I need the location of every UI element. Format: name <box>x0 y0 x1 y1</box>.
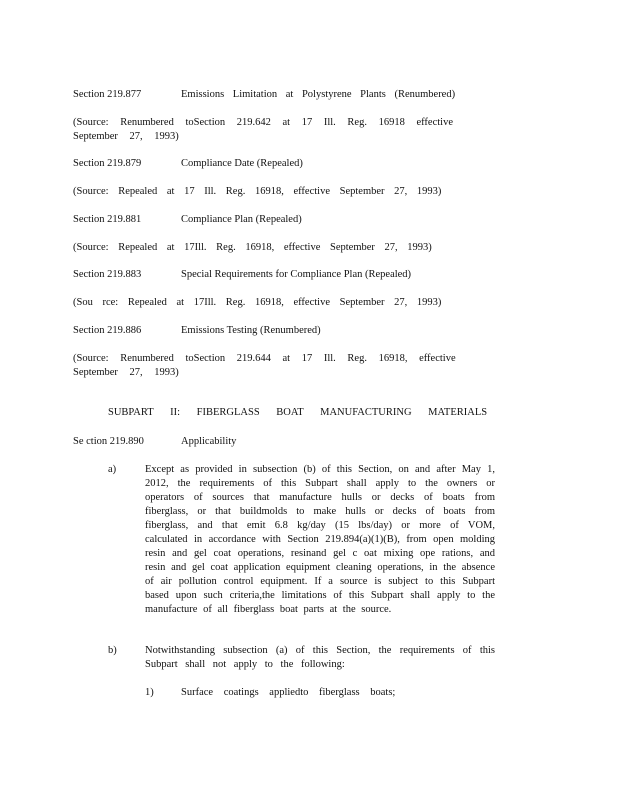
section-title: Applicability <box>181 436 237 447</box>
subparagraph-1: Surface coatings appliedto fiberglass boats; <box>181 687 396 698</box>
source-note: (Source: Renumbered toSection 219.642 at 17 Ill. Reg. 16918 effective September 27, 1993) <box>73 117 453 142</box>
source-note: (Source: Renumbered toSection 219.644 at 17 Ill. Reg. 16918, effective September 27, 1993) <box>73 353 456 378</box>
subparagraph-label-1: 1) <box>145 687 154 698</box>
section-title: Emissions Limitation at Polystyrene Plants (Renumbered) <box>181 89 456 100</box>
paragraph-label-b: b) <box>108 645 117 656</box>
source-note: (Source: Repealed at 17 Ill. Reg. 16918, effective September 27, 1993) <box>73 186 442 197</box>
section-number: Section 219.881 <box>73 214 142 225</box>
section-title: Compliance Date (Repealed) <box>181 158 303 169</box>
section-title: Special Requirements for Compliance Plan (Repealed) <box>181 269 412 280</box>
paragraph-label-a: a) <box>108 464 117 475</box>
section-number: Se ction 219.890 <box>73 436 144 447</box>
subpart-heading: SUBPART II: FIBERGLASS BOAT MANUFACTURING MATERIALS <box>108 407 488 418</box>
section-title: Emissions Testing (Renumbered) <box>181 325 321 336</box>
section-number: Section 219.883 <box>73 269 142 280</box>
paragraph-a: Except as provided in subsection (b) of this Section, on and after May 1, 2012, the requirements of this Subpart shall apply to the owners or operators of sources that manufacture hulls or decks of boats from fiberglass, or that buildmolds to make hulls or decks of boats from fiberglass, and that emit 6.8 kg/day (15 lbs/day) or more of VOM, calculated in accordance with Section 219.894(a)(1)(B), from open molding resin and gel coat operations, resinand gel c oat mixing ope rations, and resin and gel coat application equipment cleaning operations, in the absence of air pollution control equipment. If a source is subject to this Subpart based upon such criteria,the limitations of this Subpart shall apply to the manufacture of all fiberglass boat parts at the source. <box>145 464 495 615</box>
section-number: Section 219.879 <box>73 158 142 169</box>
source-note: (Sou rce: Repealed at 17Ill. Reg. 16918, effective September 27, 1993) <box>73 297 442 308</box>
section-number: Section 219.877 <box>73 89 142 100</box>
paragraph-b: Notwithstanding subsection (a) of this Section, the requirements of this Subpart shall not apply to the following: <box>145 645 495 670</box>
section-title: Compliance Plan (Repealed) <box>181 214 302 225</box>
source-note: (Source: Repealed at 17Ill. Reg. 16918, effective September 27, 1993) <box>73 242 432 253</box>
section-number: Section 219.886 <box>73 325 142 336</box>
